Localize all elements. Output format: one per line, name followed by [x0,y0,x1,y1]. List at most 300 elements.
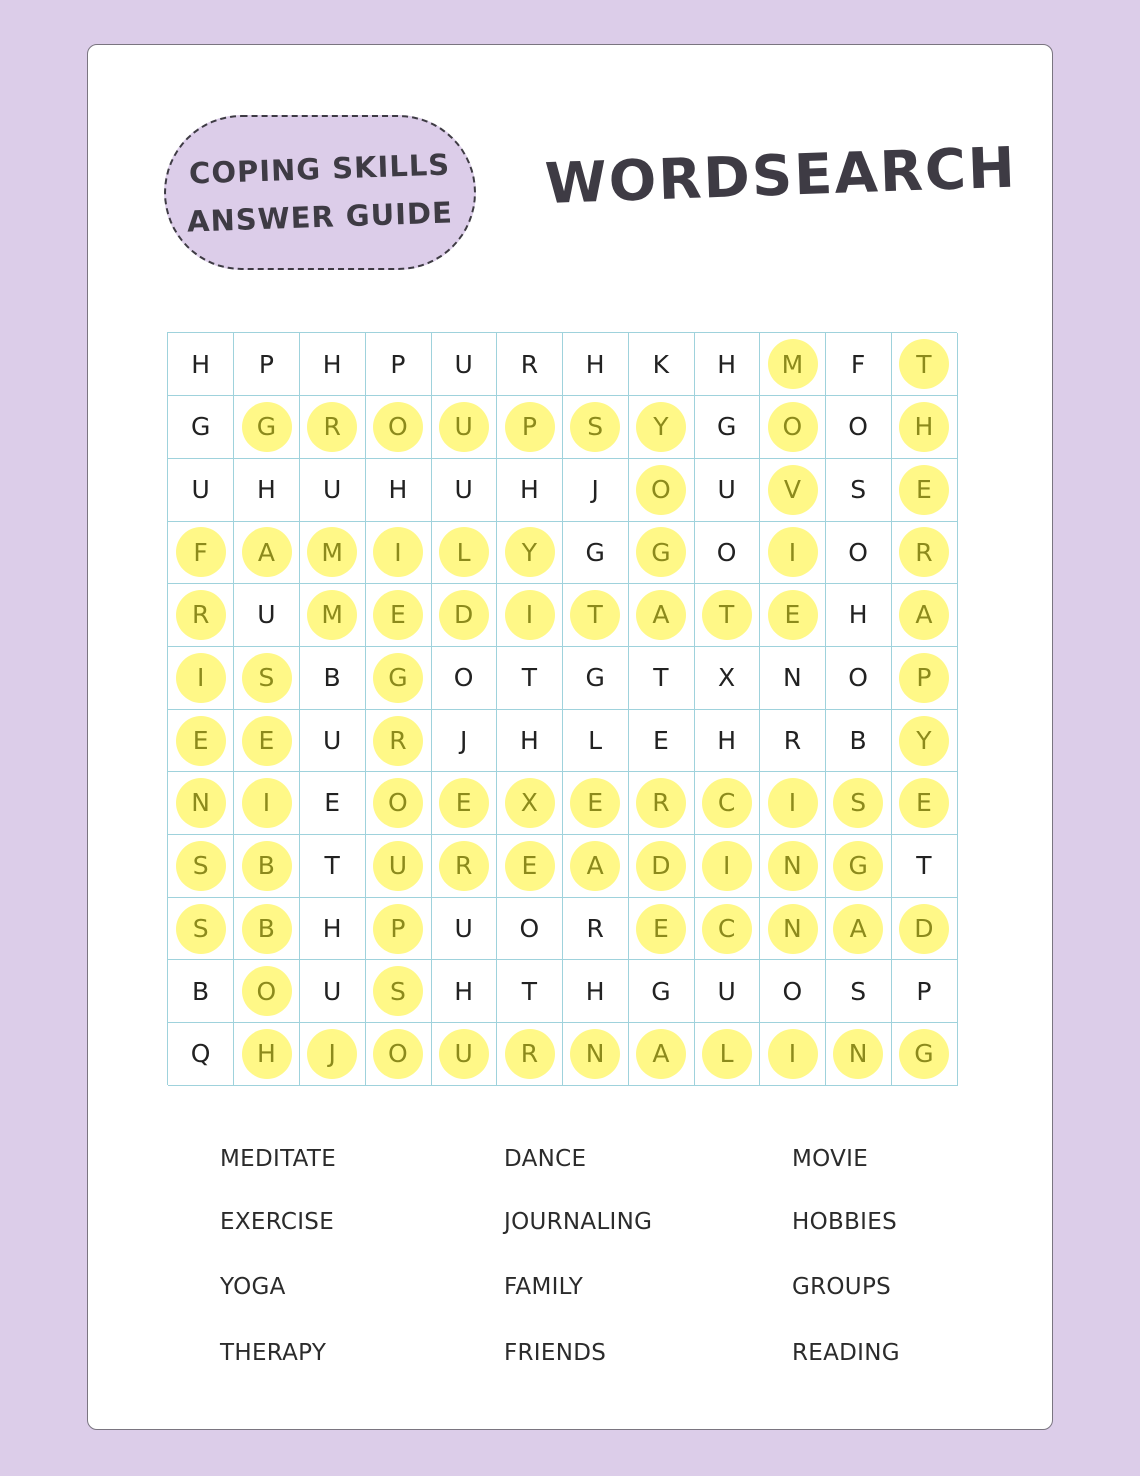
grid-letter: G [651,976,671,1006]
grid-cell [497,835,563,898]
grid-letter: U [454,412,473,442]
grid-cell [694,396,760,459]
grid-cell [234,521,300,584]
grid-cell [563,584,629,647]
badge-line-1: COPING SKILLS [188,146,452,191]
grid-letter: O [848,537,868,567]
grid-letter: O [256,976,277,1006]
grid-cell [431,521,497,584]
grid-cell [891,960,957,1023]
badge-line-2: ANSWER GUIDE [186,194,454,239]
grid-cell [891,521,957,584]
word-list-item: HOBBIES [792,1209,897,1235]
grid-cell [760,897,826,960]
grid-letter: X [520,788,538,818]
grid-cell [826,772,892,835]
grid-letter: U [454,474,473,504]
grid-letter: C [717,788,736,818]
grid-cell [628,333,694,396]
grid-letter: S [850,788,867,818]
grid-cell [760,584,826,647]
grid-cell [234,1023,300,1086]
word-list-item: DANCE [504,1146,587,1172]
grid-letter: H [585,349,605,379]
grid-cell [365,458,431,521]
grid-cell [497,1023,563,1086]
grid-letter: Q [190,1039,211,1069]
grid-cell [826,521,892,584]
grid-letter: E [652,913,669,943]
grid-letter: H [191,349,211,379]
grid-cell [694,835,760,898]
grid-letter: G [190,412,211,442]
grid-letter: H [388,474,408,504]
grid-letter: E [915,474,932,504]
grid-letter: H [717,349,737,379]
grid-letter: T [653,663,669,693]
grid-cell [826,584,892,647]
grid-cell [234,835,300,898]
grid-cell [300,772,366,835]
word-list-item: GROUPS [792,1274,892,1300]
grid-cell [300,709,366,772]
grid-cell [365,960,431,1023]
grid-cell [300,584,366,647]
grid-letter: N [191,788,210,818]
word-list [220,1140,940,1380]
grid-cell [760,772,826,835]
grid-cell [694,458,760,521]
grid-cell [891,709,957,772]
grid-letter: I [788,1039,797,1069]
grid-letter: I [394,537,402,567]
grid-cell [628,521,694,584]
grid-cell [826,960,892,1023]
grid-cell [497,458,563,521]
grid-letter: T [521,663,538,693]
grid-cell [431,458,497,521]
word-list-item: READING [792,1340,900,1366]
grid-letter: E [192,725,209,755]
page-title: WORDSEARCH [543,135,1018,217]
grid-letter: F [850,349,866,379]
grid-cell [826,1023,892,1086]
grid-letter: L [588,725,603,755]
wordsearch-grid [167,332,957,1085]
grid-cell [694,897,760,960]
grid-cell [497,396,563,459]
grid-cell [300,396,366,459]
grid-letter: P [390,349,406,379]
grid-letter: E [915,788,932,818]
grid-letter: G [388,663,408,693]
grid-cell [760,709,826,772]
grid-letter: N [783,913,802,943]
grid-cell [168,835,234,898]
grid-cell [563,521,629,584]
grid-letter: M [321,600,343,630]
grid-letter: U [454,1039,473,1069]
grid-letter: O [716,537,737,567]
grid-cell [431,960,497,1023]
grid-letter: H [454,976,474,1006]
grid-cell [234,709,300,772]
grid-cell [365,647,431,710]
grid-letter: O [782,412,803,442]
grid-cell [563,835,629,898]
grid-letter: M [321,537,343,567]
grid-cell [563,647,629,710]
grid-letter: O [848,412,868,442]
grid-letter: O [519,913,540,943]
grid-letter: U [191,474,210,504]
grid-letter: H [256,1039,276,1069]
grid-cell [563,772,629,835]
grid-cell [300,1023,366,1086]
word-list-item: JOURNALING [504,1209,653,1235]
grid-letter: R [520,349,539,379]
grid-cell [365,521,431,584]
grid-cell [694,709,760,772]
grid-cell [497,521,563,584]
grid-cell [760,835,826,898]
grid-letter: T [916,349,932,379]
grid-cell [826,897,892,960]
grid-letter: D [651,851,671,881]
grid-cell [300,835,366,898]
grid-letter: A [849,913,867,943]
word-list-item: YOGA [220,1274,286,1300]
grid-cell [168,647,234,710]
grid-cell [168,709,234,772]
grid-cell [694,647,760,710]
grid-letter: S [192,851,209,881]
grid-cell [168,1023,234,1086]
grid-letter: P [916,976,932,1006]
grid-cell [300,647,366,710]
grid-cell [628,835,694,898]
grid-letter: U [454,913,473,943]
grid-cell [891,333,957,396]
grid-cell [826,709,892,772]
grid-cell [563,709,629,772]
grid-letter: A [586,851,604,881]
grid-letter: P [916,663,932,693]
grid-cell [497,897,563,960]
grid-cell [826,647,892,710]
grid-letter: R [520,1039,539,1069]
grid-letter: D [914,913,934,943]
grid-cell [234,647,300,710]
grid-cell [891,1023,957,1086]
grid-cell [760,960,826,1023]
grid-letter: G [716,412,737,442]
grid-letter: B [323,663,341,693]
grid-letter: B [849,725,867,755]
grid-letter: R [191,600,210,630]
grid-cell [628,709,694,772]
grid-letter: S [850,976,867,1006]
grid-letter: R [454,851,473,881]
grid-cell [431,647,497,710]
grid-letter: I [525,600,534,630]
grid-letter: T [718,600,735,630]
grid-letter: S [389,976,406,1006]
grid-cell [168,584,234,647]
grid-cell [365,333,431,396]
grid-letter: F [193,537,208,567]
grid-cell [300,333,366,396]
grid-cell [826,835,892,898]
grid-letter: G [914,1039,934,1069]
grid-letter: V [783,474,801,504]
grid-letter: G [585,537,605,567]
grid-cell [365,584,431,647]
grid-letter: R [783,725,802,755]
grid-cell [563,960,629,1023]
grid-letter: Y [521,537,538,567]
grid-cell [563,458,629,521]
grid-cell [628,772,694,835]
grid-cell [168,396,234,459]
grid-letter: R [915,537,933,567]
grid-cell [234,333,300,396]
grid-cell [168,960,234,1023]
grid-letter: G [651,537,671,567]
grid-letter: U [257,600,276,630]
grid-letter: N [585,1039,605,1069]
grid-letter: G [848,851,868,881]
grid-letter: E [389,600,406,630]
grid-cell [497,584,563,647]
grid-letter: X [718,663,736,693]
word-list-item: MOVIE [792,1146,869,1172]
grid-letter: H [585,976,605,1006]
grid-cell [628,897,694,960]
grid-letter: E [652,725,669,755]
grid-cell [168,521,234,584]
grid-letter: H [519,474,539,504]
grid-letter: O [651,474,671,504]
grid-letter: O [388,1039,408,1069]
grid-cell [431,1023,497,1086]
grid-letter: C [717,913,736,943]
grid-letter: E [587,788,604,818]
grid-letter: M [781,349,804,379]
grid-cell [497,709,563,772]
grid-letter: R [389,725,407,755]
grid-cell [234,458,300,521]
grid-cell [891,396,957,459]
grid-cell [365,772,431,835]
grid-cell [431,396,497,459]
grid-cell [891,897,957,960]
grid-cell [234,960,300,1023]
grid-cell [760,396,826,459]
grid-cell [431,835,497,898]
grid-cell [628,584,694,647]
word-list-item: EXERCISE [220,1209,335,1235]
grid-letter: S [192,913,209,943]
word-list-item: FRIENDS [504,1340,607,1366]
grid-cell [365,1023,431,1086]
grid-cell [760,647,826,710]
grid-cell [365,709,431,772]
answer-guide-badge [164,115,476,270]
grid-letter: U [717,976,736,1006]
grid-letter: D [453,600,474,630]
grid-letter: J [328,1039,336,1069]
grid-letter: T [324,851,340,881]
grid-cell [365,396,431,459]
grid-letter: P [390,913,406,943]
grid-cell [891,835,957,898]
grid-letter: G [256,412,277,442]
grid-cell [168,772,234,835]
grid-cell [497,647,563,710]
grid-cell [431,333,497,396]
grid-cell [365,897,431,960]
grid-cell [628,458,694,521]
grid-cell [694,772,760,835]
grid-letter: P [258,349,274,379]
grid-letter: O [453,663,474,693]
grid-cell [628,647,694,710]
grid-cell [563,333,629,396]
grid-letter: E [455,788,472,818]
word-list-item: THERAPY [220,1340,327,1366]
grid-letter: U [322,474,342,504]
grid-letter: B [257,851,275,881]
grid-letter: N [783,851,802,881]
grid-cell [760,333,826,396]
grid-letter: T [521,976,538,1006]
grid-letter: N [848,1039,868,1069]
grid-cell [760,521,826,584]
grid-cell [826,458,892,521]
grid-cell [891,458,957,521]
grid-letter: O [782,976,803,1006]
grid-letter: H [519,725,539,755]
grid-cell [431,584,497,647]
grid-letter: I [722,851,731,881]
grid-cell [891,772,957,835]
grid-cell [694,960,760,1023]
grid-cell [628,396,694,459]
grid-letter: E [521,851,538,881]
grid-letter: A [915,600,933,630]
grid-cell [300,521,366,584]
grid-letter: H [322,913,342,943]
grid-letter: J [459,725,468,755]
grid-letter: E [784,600,801,630]
grid-letter: U [322,976,342,1006]
grid-cell [497,960,563,1023]
grid-cell [168,897,234,960]
grid-cell [497,772,563,835]
grid-cell [431,897,497,960]
grid-letter: H [256,474,276,504]
grid-cell [234,897,300,960]
grid-letter: J [591,474,599,504]
grid-letter: L [456,537,471,567]
grid-letter: N [783,663,802,693]
grid-letter: R [586,913,604,943]
grid-letter: Y [653,412,669,442]
grid-cell [563,897,629,960]
grid-letter: B [192,976,210,1006]
grid-cell [563,396,629,459]
grid-letter: H [322,349,342,379]
grid-letter: I [788,788,797,818]
grid-letter: I [196,663,205,693]
grid-letter: R [323,412,341,442]
grid-letter: B [257,913,275,943]
grid-letter: A [257,537,275,567]
grid-letter: Y [916,725,932,755]
grid-cell [300,458,366,521]
grid-cell [891,647,957,710]
grid-letter: G [585,663,605,693]
grid-cell [431,772,497,835]
grid-cell [826,396,892,459]
grid-letter: P [521,412,537,442]
grid-cell [694,584,760,647]
grid-letter: S [258,663,275,693]
grid-cell [497,333,563,396]
grid-letter: T [587,600,603,630]
grid-letter: T [916,851,932,881]
grid-cell [694,521,760,584]
grid-letter: U [388,851,408,881]
grid-letter: O [388,412,408,442]
grid-cell [300,897,366,960]
grid-cell [891,584,957,647]
grid-cell [563,1023,629,1086]
grid-cell [628,1023,694,1086]
grid-cell [234,772,300,835]
grid-cell [168,458,234,521]
grid-cell [168,333,234,396]
grid-letter: K [652,349,670,379]
grid-letter: I [262,788,271,818]
grid-letter: O [848,663,868,693]
grid-letter: U [717,474,736,504]
grid-cell [826,333,892,396]
grid-letter: L [719,1039,734,1069]
grid-cell [300,960,366,1023]
word-list-item: MEDITATE [220,1146,337,1172]
grid-letter: E [258,725,275,755]
word-list-item: FAMILY [504,1274,584,1300]
grid-letter: R [652,788,670,818]
grid-letter: I [788,537,797,567]
grid-letter: A [652,1039,670,1069]
grid-letter: A [652,600,670,630]
grid-letter: H [914,412,934,442]
grid-letter: S [587,412,604,442]
grid-cell [628,960,694,1023]
grid-cell [694,333,760,396]
grid-letter: E [324,788,341,818]
grid-cell [694,1023,760,1086]
grid-cell [365,835,431,898]
grid-letter: S [850,474,867,504]
grid-cell [760,458,826,521]
grid-letter: H [717,725,737,755]
grid-letter: O [388,788,408,818]
grid-letter: H [848,600,868,630]
